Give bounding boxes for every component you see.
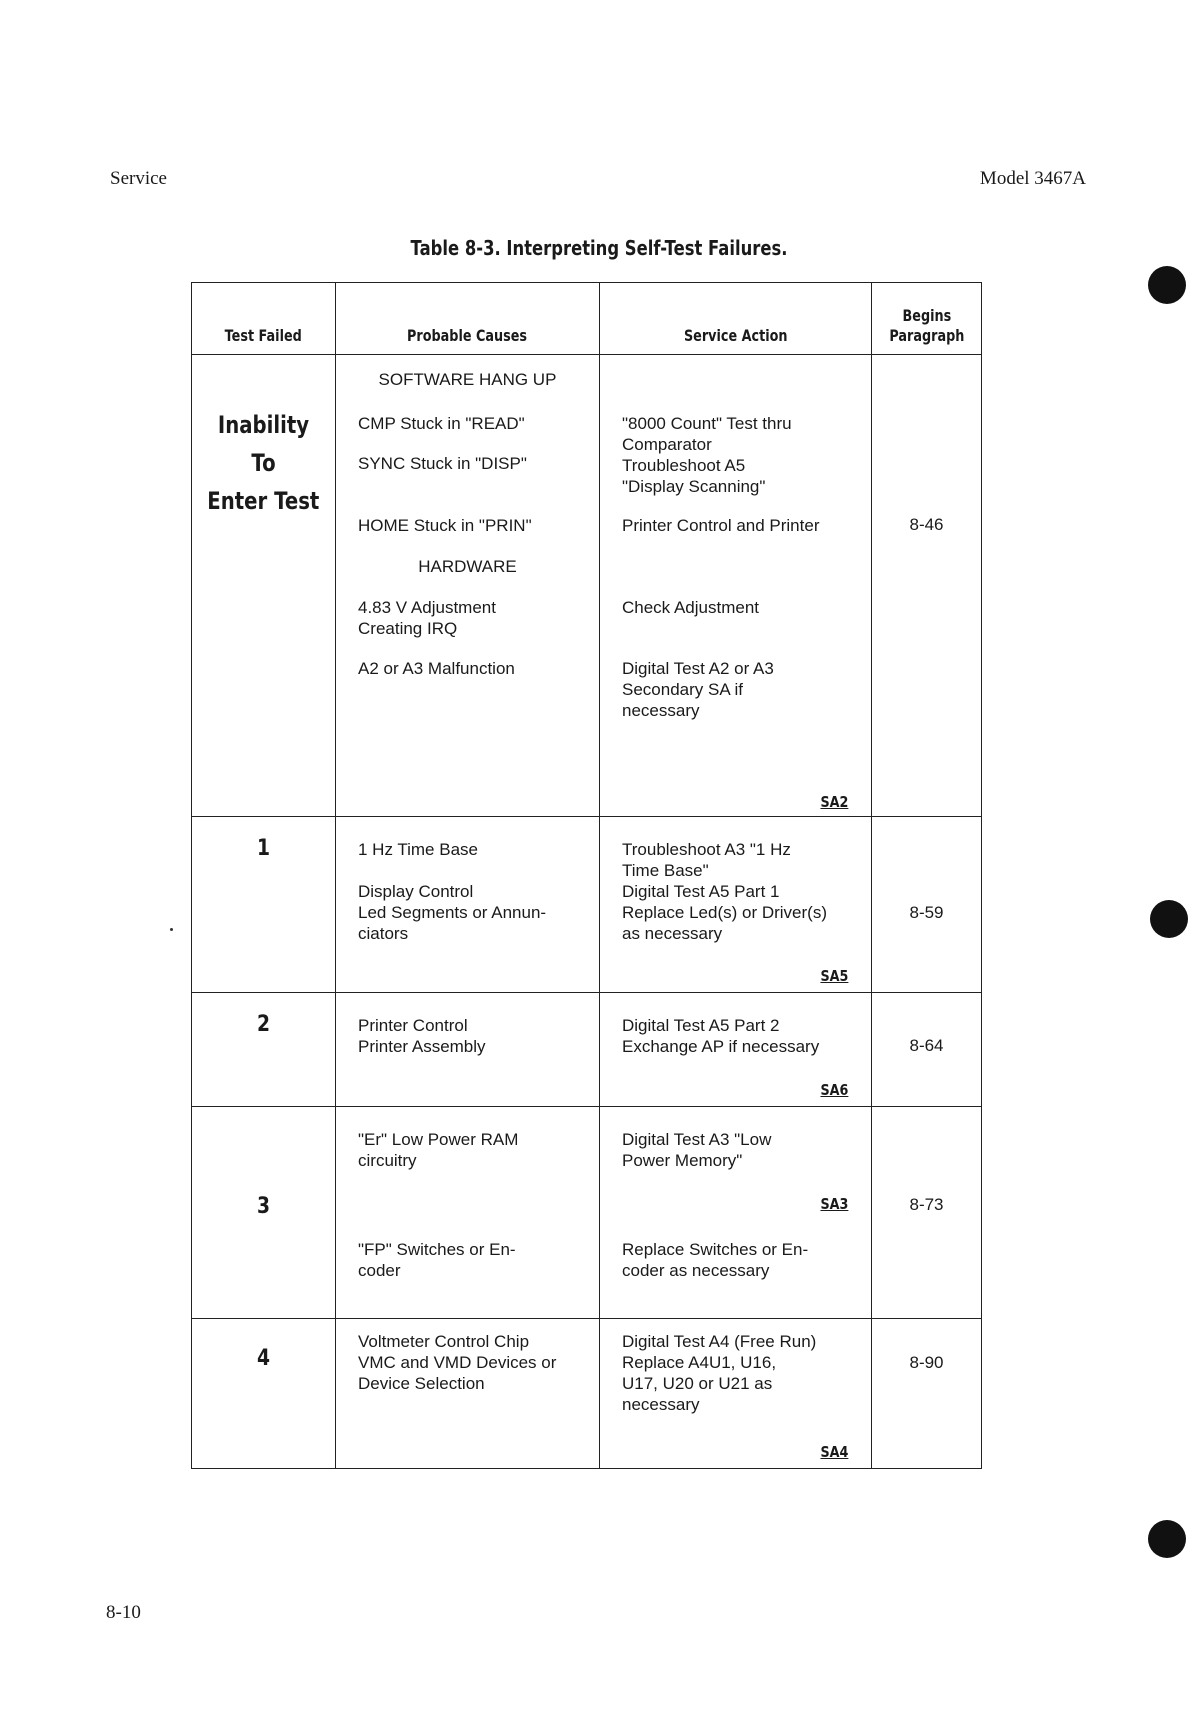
test-failed-cell: 4: [192, 1319, 336, 1469]
action-line: Digital Test A3 "Low: [622, 1130, 772, 1149]
paragraph-ref: 8-59: [909, 903, 944, 922]
action-line: necessary: [622, 1395, 700, 1414]
action-line: "8000 Count" Test thru: [622, 414, 792, 433]
paragraph-ref: 8-73: [909, 1195, 944, 1214]
binder-hole-middle: [1150, 900, 1188, 938]
action-line: "Display Scanning": [622, 477, 766, 496]
action-line: Digital Test A5 Part 1: [622, 882, 780, 901]
paragraph-cell: [872, 993, 982, 1107]
paragraph-ref: 8-90: [909, 1353, 944, 1372]
paragraph-cell: [872, 355, 982, 817]
cause-line: circuitry: [358, 1151, 417, 1170]
test-failed-cell: 2: [192, 993, 336, 1107]
cause-line: Printer Control: [358, 1016, 468, 1035]
cause-line: Device Selection: [358, 1374, 485, 1393]
action-line: coder as necessary: [622, 1261, 770, 1280]
cause-line: SYNC Stuck in "DISP": [358, 454, 527, 473]
cause-line: Led Segments or Annun-: [358, 903, 547, 922]
running-header-section: Service: [110, 168, 167, 189]
action-line: Troubleshoot A5: [622, 456, 746, 475]
test-failed-cell: 3: [192, 1107, 336, 1319]
binder-hole-bottom: [1148, 1520, 1186, 1558]
action-line: Time Base": [622, 861, 709, 880]
service-action-cell: [600, 1107, 872, 1319]
action-line: Troubleshoot A3 "1 Hz: [622, 840, 791, 859]
action-line: Replace Switches or En-: [622, 1240, 809, 1259]
cause-line: CMP Stuck in "READ": [358, 414, 525, 433]
header-begins-paragraph: Begins Paragraph: [872, 283, 982, 355]
service-adjustment-ref: SA5: [820, 967, 849, 985]
table-row: [192, 817, 982, 993]
action-line: Digital Test A5 Part 2: [622, 1016, 780, 1035]
cause-line: VMC and VMD Devices or: [358, 1353, 557, 1372]
cause-line: A2 or A3 Malfunction: [358, 659, 515, 678]
cause-line: "Er" Low Power RAM: [358, 1130, 519, 1149]
service-action-cell: [600, 993, 872, 1107]
action-line: Digital Test A4 (Free Run): [622, 1332, 817, 1351]
scan-speck: [170, 928, 173, 931]
probable-causes-cell: [336, 1319, 600, 1469]
action-line: Replace Led(s) or Driver(s): [622, 903, 827, 922]
action-line: Printer Control and Printer: [622, 516, 820, 535]
page-number: 8-10: [106, 1602, 141, 1623]
paragraph-cell: [872, 1319, 982, 1469]
table-row: [192, 355, 982, 817]
service-action-cell: [600, 1319, 872, 1469]
header-service-action: Service Action: [600, 283, 872, 355]
cause-line: "FP" Switches or En-: [358, 1240, 516, 1259]
cause-line: 1 Hz Time Base: [358, 840, 478, 859]
paragraph-ref: 8-46: [909, 515, 944, 534]
table-header-row: [192, 283, 982, 355]
action-line: U17, U20 or U21 as: [622, 1374, 773, 1393]
header-test-failed: Test Failed: [192, 283, 336, 355]
cause-line: HARDWARE: [418, 557, 517, 576]
test-failed-cell: Inability To Enter Test: [192, 355, 336, 817]
cause-line: 4.83 V Adjustment: [358, 598, 496, 617]
service-adjustment-ref: SA6: [820, 1081, 849, 1099]
probable-causes-cell: [336, 817, 600, 993]
action-line: Replace A4U1, U16,: [622, 1353, 777, 1372]
cause-line: coder: [358, 1261, 401, 1280]
action-line: Power Memory": [622, 1151, 743, 1170]
cause-line: Printer Assembly: [358, 1037, 486, 1056]
cause-line: Voltmeter Control Chip: [358, 1332, 530, 1351]
service-adjustment-ref: SA4: [820, 1443, 849, 1461]
table-row: [192, 993, 982, 1107]
probable-causes-cell: [336, 993, 600, 1107]
action-line: as necessary: [622, 924, 723, 943]
action-line: Exchange AP if necessary: [622, 1037, 820, 1056]
action-line: necessary: [622, 701, 700, 720]
service-action-cell: [600, 817, 872, 993]
running-header-model: Model 3467A: [979, 168, 1086, 189]
cause-line: HOME Stuck in "PRIN": [358, 516, 532, 535]
cause-line: ciators: [358, 924, 409, 943]
action-line: Secondary SA if: [622, 680, 743, 699]
header-probable-causes: Probable Causes: [336, 283, 600, 355]
cause-line: Display Control: [358, 882, 474, 901]
service-adjustment-ref: SA3: [820, 1195, 849, 1213]
cause-line: SOFTWARE HANG UP: [378, 370, 557, 389]
test-failed-cell: 1: [192, 817, 336, 993]
service-adjustment-ref: SA2: [820, 793, 849, 811]
action-line: Digital Test A2 or A3: [622, 659, 774, 678]
action-line: Comparator: [622, 435, 712, 454]
table-caption: Table 8-3. Interpreting Self-Test Failures.: [410, 236, 788, 260]
action-line: Check Adjustment: [622, 598, 760, 617]
table-row: [192, 1107, 982, 1319]
probable-causes-cell: [336, 1107, 600, 1319]
paragraph-cell: [872, 817, 982, 993]
self-test-failures-table: [191, 282, 982, 1469]
binder-hole-top: [1148, 266, 1186, 304]
paragraph-ref: 8-64: [909, 1036, 944, 1055]
cause-line: Creating IRQ: [358, 619, 458, 638]
service-action-cell: [600, 355, 872, 817]
table-row: [192, 1319, 982, 1469]
paragraph-cell: [872, 1107, 982, 1319]
probable-causes-cell: [336, 355, 600, 817]
